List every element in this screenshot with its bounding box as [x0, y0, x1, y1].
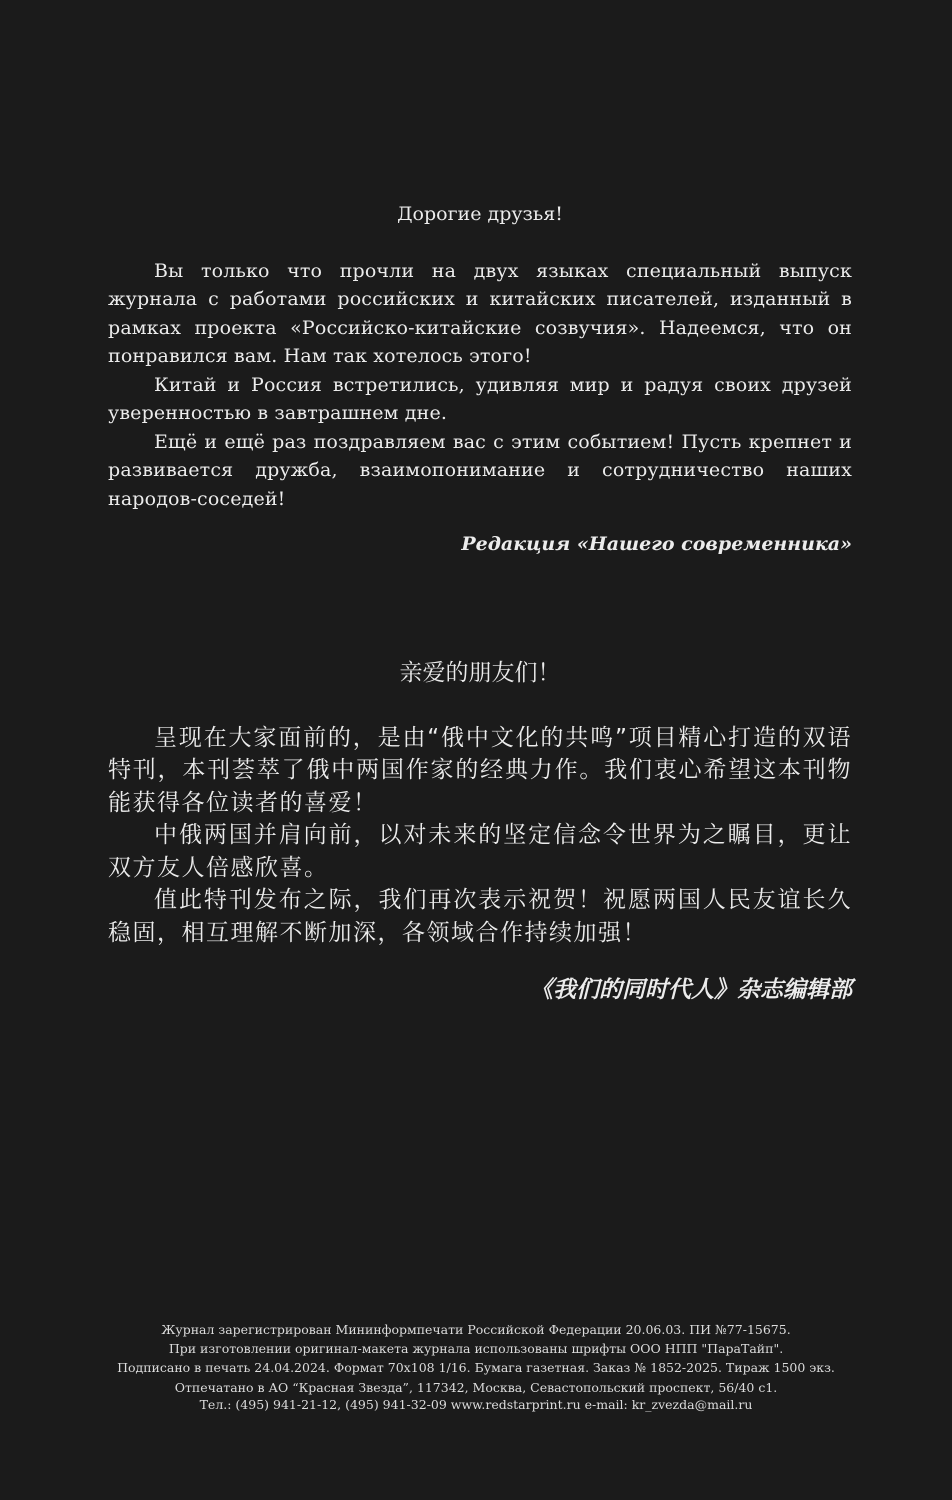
imprint-registration: Журнал зарегистрирован Мининформпечати Российской Федерации 20.06.03. ПИ №77-15675. [161, 1322, 791, 1337]
russian-letter [108, 200, 852, 559]
russian-greeting: Дорогие друзья! [397, 203, 563, 225]
imprint-print-details: Подписано в печать 24.04.2024. Формат 70х108 1/16. Бумага газетная. Заказ № 1852-2025. Тираж 1500 экз. [117, 1360, 835, 1375]
imprint [0, 1320, 952, 1413]
russian-paragraph: Вы только что прочли на двух языках специальный выпуск журнала с работами российских и китайских писателей, изданный в рамках проекта «Российско-китайские созвучия». Надеемся, что он понравился вам. Нам так хотелось этого! [108, 259, 852, 367]
imprint-printer: Отпечатано в АО “Красная Звезда”, 117342, Москва, Севастопольский проспект, 56/40 с1. [174, 1380, 778, 1395]
imprint-fonts: При изготовлении оригинал-макета журнала использованы шрифты ООО НПП "ПараТайп". [168, 1341, 784, 1356]
russian-paragraph: Китай и Россия встретились, удивляя мир и радуя своих друзей уверенностью в завтрашнем дне. [108, 373, 852, 424]
chinese-body [108, 722, 852, 950]
russian-signature: Редакция «Нашего современника» [461, 533, 852, 555]
russian-paragraph: Ещё и ещё раз поздравляем вас с этим событием! Пусть крепнет и развивается дружба, взаимопонимание и сотрудничество наших народов-соседей! [108, 430, 852, 510]
chinese-letter [108, 657, 852, 1007]
chinese-greeting: 亲爱的朋友们！ [399, 660, 561, 686]
chinese-paragraph: 中俄两国并肩向前，以对未来的坚定信念令世界为之瞩目，更让双方友人倍感欣喜。 [108, 822, 852, 881]
imprint-contacts: Тел.: (495) 941-21-12, (495) 941-32-09 www.redstarprint.ru e-mail: kr_zvezda@mail.ru [199, 1397, 753, 1412]
chinese-paragraph: 值此特刊发布之际，我们再次表示祝贺！祝愿两国人民友谊长久稳固，相互理解不断加深，各领域合作持续加强！ [108, 887, 852, 946]
chinese-paragraph: 呈现在大家面前的，是由“俄中文化的共鸣”项目精心打造的双语特刊，本刊荟萃了俄中两国作家的经典力作。我们衷心希望这本刊物能获得各位读者的喜爱！ [108, 724, 852, 816]
chinese-signature: 《我们的同时代人》杂志编辑部 [530, 977, 852, 1003]
russian-body [108, 257, 852, 514]
